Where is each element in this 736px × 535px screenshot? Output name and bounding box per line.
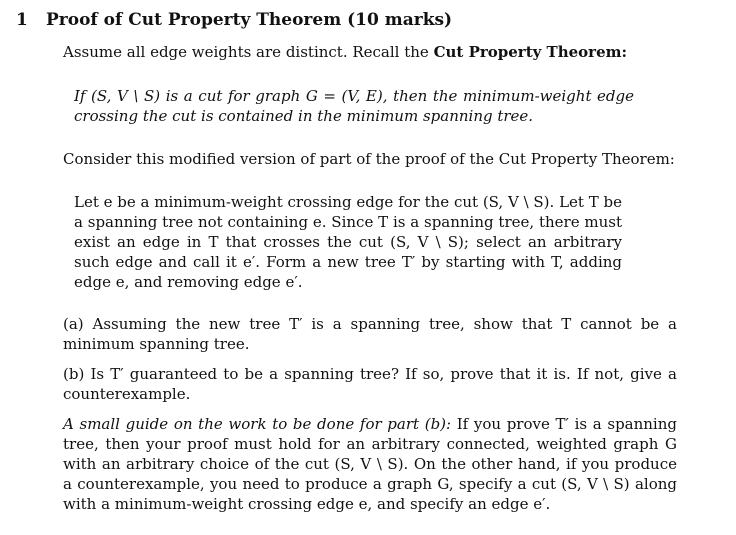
- consider-paragraph: Consider this modified version of part of the proof of the Cut Property Theorem:: [63, 150, 675, 168]
- intro-text: Assume all edge weights are distinct. Recall the: [63, 43, 434, 61]
- question-heading: [16, 10, 452, 30]
- intro-bold-term: Cut Property Theorem:: [433, 43, 628, 61]
- guide-lead: A small guide on the work to be done for part (b):: [63, 415, 452, 433]
- part-b-question: (b) Is T′ guaranteed to be a spanning tree? If so, prove that it is. If not, give a counterexample.: [63, 365, 677, 403]
- intro-paragraph: [63, 42, 683, 62]
- theorem-statement: If (S, V \ S) is a cut for graph G = (V, E), then the minimum-weight edge crossing the cut is contained in the minimum spanning tree.: [74, 87, 634, 125]
- part-a-question: (a) Assuming the new tree T′ is a spanning tree, show that T cannot be a minimum spanning tree.: [63, 315, 677, 353]
- proof-paragraph: Let e be a minimum-weight crossing edge for the cut (S, V \ S). Let T be a spanning tree not containing e. Since T is a spanning tree, there must exist an edge in T that crosses the cut (S, V \ S); select an arbitrary such edge and call it e′. Form a new tree T′ by starting with T, adding edge e, and removing edge e′.: [74, 193, 622, 291]
- question-number: 1: [16, 10, 28, 30]
- question-title: Proof of Cut Property Theorem (10 marks): [46, 10, 453, 30]
- guide-text: If you prove T′ is a spanning tree, then your proof must hold for an arbitrary connected, weighted graph G with an arbitrary choice of the cut (S, V \ S). On the other hand, if you produce a counterexample, you need to produce a graph G, specify a cut (S, V \ S) along with a minimum-weight crossing edge e, and specify an edge e′.: [63, 415, 677, 513]
- guide-paragraph: [63, 414, 677, 514]
